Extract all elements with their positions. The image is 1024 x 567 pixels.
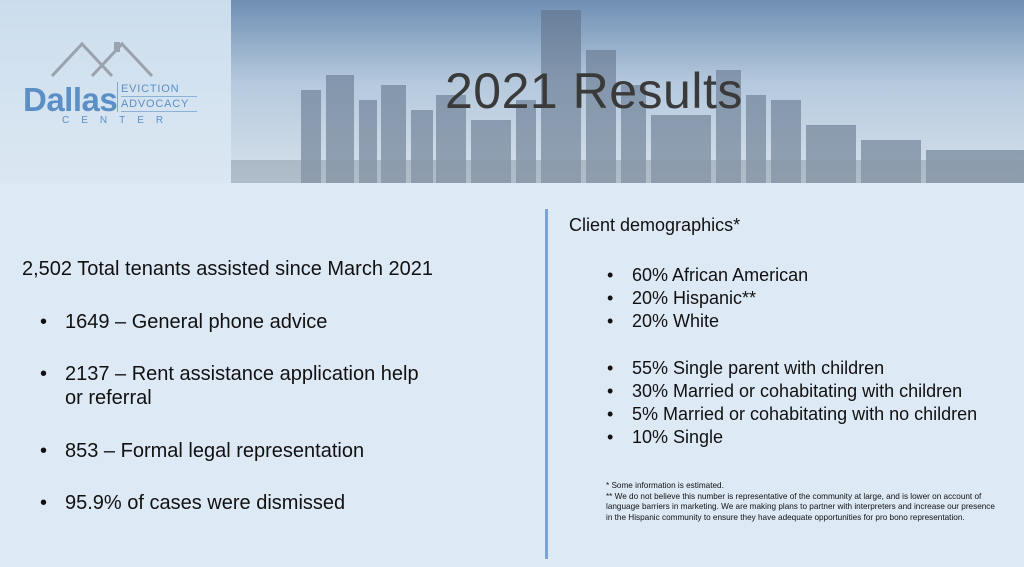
demographics-heading: Client demographics* bbox=[569, 215, 741, 235]
list-item-text: 20% Hispanic** bbox=[632, 288, 757, 308]
bullet-icon: • bbox=[40, 492, 48, 514]
list-item-text: 55% Single parent with children bbox=[632, 358, 885, 378]
bullet-icon: • bbox=[607, 358, 614, 378]
list-item-text: or referral bbox=[65, 387, 152, 409]
list-item bbox=[607, 403, 977, 426]
bullet-icon: • bbox=[607, 427, 614, 447]
list-item bbox=[607, 380, 977, 403]
right-column bbox=[569, 215, 1019, 236]
demographics-race-list bbox=[607, 264, 808, 333]
left-bullet-list bbox=[40, 362, 419, 410]
dallas-eviction-advocacy-center-logo bbox=[22, 40, 198, 130]
left-column bbox=[22, 258, 522, 281]
header-banner bbox=[0, 0, 1024, 183]
list-item bbox=[40, 439, 364, 463]
bullet-icon: • bbox=[40, 440, 48, 462]
logo-line-center: CENTER bbox=[62, 115, 176, 126]
list-item-text: 30% Married or cohabitating with children bbox=[632, 381, 963, 401]
list-item bbox=[607, 426, 977, 449]
demographics-household-list bbox=[607, 357, 977, 449]
logo-line-advocacy: ADVOCACY bbox=[121, 97, 197, 112]
total-tenants-headline: 2,502 Total tenants assisted since March 2021 bbox=[22, 258, 433, 280]
list-item-text: 10% Single bbox=[632, 427, 724, 447]
left-bullet-list bbox=[40, 491, 345, 515]
list-item bbox=[607, 264, 808, 287]
footnotes bbox=[606, 481, 1001, 523]
bullet-icon: • bbox=[40, 311, 48, 333]
bullet-icon: • bbox=[607, 311, 614, 331]
list-item-text: 5% Married or cohabitating with no children bbox=[632, 404, 978, 424]
bullet-icon: • bbox=[607, 381, 614, 401]
list-item bbox=[607, 287, 808, 310]
bullet-icon: • bbox=[607, 288, 614, 308]
bullet-icon: • bbox=[40, 363, 48, 385]
bullet-icon: • bbox=[607, 265, 614, 285]
list-item-text: 2137 – Rent assistance application help bbox=[65, 363, 419, 385]
left-bullet-list bbox=[40, 439, 364, 463]
list-item bbox=[607, 357, 977, 380]
footnote-hispanic: ** We do not believe this number is representative of the community at large, and is lower on account of language barriers in marketing. We are making plans to partner with interpreters and increase our presence in the Hispanic community to ensure they have adequate opportunities for pro bono representation. bbox=[606, 491, 995, 522]
list-item bbox=[40, 310, 327, 334]
list-item-text: 20% White bbox=[632, 311, 720, 331]
logo-line-eviction: EVICTION bbox=[121, 82, 197, 97]
logo-subtitle bbox=[117, 82, 197, 112]
bullet-icon: • bbox=[607, 404, 614, 424]
list-item bbox=[40, 491, 345, 515]
logo-word: Dallas bbox=[23, 81, 118, 118]
list-item-text: 60% African American bbox=[632, 265, 809, 285]
house-roof-icon bbox=[22, 40, 198, 80]
column-divider bbox=[545, 209, 548, 559]
footnote-estimated: * Some information is estimated. bbox=[606, 481, 724, 490]
list-item-text: 853 – Formal legal representation bbox=[65, 440, 365, 462]
list-item bbox=[40, 362, 419, 410]
list-item-text: 1649 – General phone advice bbox=[65, 311, 328, 333]
left-bullet-list bbox=[40, 310, 327, 334]
page-title: 2021 Results bbox=[445, 63, 743, 119]
list-item bbox=[607, 310, 808, 333]
list-item-text: 95.9% of cases were dismissed bbox=[65, 492, 346, 514]
